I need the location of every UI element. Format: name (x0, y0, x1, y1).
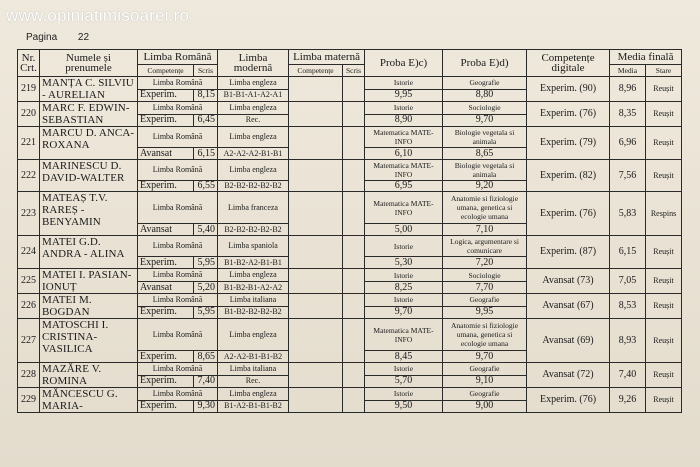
limba-moderna-label: Limba spaniola (218, 236, 289, 257)
proba-d-score: 9,20 (443, 181, 527, 192)
limba-romana-label: Limba Română (138, 319, 218, 351)
limba-moderna-label: Limba engleza (218, 269, 289, 282)
subheader-stare: Stare (646, 65, 682, 77)
header-media-finala: Media finală (610, 50, 682, 65)
limba-moderna-label: Limba engleza (218, 319, 289, 351)
limba-romana-competente: Avansat (138, 148, 194, 160)
stare: Reușit (646, 160, 682, 192)
limba-materna-competente (289, 269, 343, 294)
proba-c-subject: Matematica MATE-INFO (365, 127, 443, 148)
student-name: MARINESCU D. DAVID-WALTER (40, 160, 138, 192)
stare: Reușit (646, 319, 682, 363)
proba-c-score: 6,10 (365, 148, 443, 160)
proba-c-subject: Matematica MATE-INFO (365, 192, 443, 224)
proba-c-score: 8,90 (365, 114, 443, 127)
limba-romana-competente: Experim. (138, 400, 194, 413)
proba-c-score: 9,50 (365, 400, 443, 413)
proba-d-subject: Sociologie (443, 269, 527, 282)
proba-d-subject: Sociologie (443, 102, 527, 115)
proba-d-subject: Biologie vegetala si animala (443, 127, 527, 148)
competente-digitale: Avansat (67) (527, 294, 610, 319)
header-competente-digitale: Competențe digitale (527, 50, 610, 77)
student-name: MATOSCHI I. CRISTINA- VASILICA (40, 319, 138, 363)
proba-d-score: 8,80 (443, 89, 527, 102)
limba-materna-competente (289, 236, 343, 269)
media-finala: 8,53 (610, 294, 646, 319)
row-number: 222 (18, 160, 40, 192)
proba-d-score: 8,65 (443, 148, 527, 160)
proba-c-subject: Istorie (365, 77, 443, 90)
limba-moderna-level: B1-B1-A1-A2-A1 (218, 89, 289, 102)
header-proba-d: Proba E)d) (443, 50, 527, 77)
limba-materna-scris (343, 388, 365, 413)
proba-c-score: 8,45 (365, 351, 443, 363)
proba-c-subject: Istorie (365, 102, 443, 115)
row-number: 228 (18, 363, 40, 388)
table-row (18, 363, 682, 376)
student-name: MARCU D. ANCA- ROXANA (40, 127, 138, 160)
limba-romana-competente: Experim. (138, 181, 194, 192)
row-number: 224 (18, 236, 40, 269)
header-limba-moderna: Limba modernă (218, 50, 289, 77)
limba-romana-label: Limba Română (138, 269, 218, 282)
limba-materna-competente (289, 102, 343, 127)
limba-romana-scris: 7,40 (194, 375, 218, 388)
table-row (18, 160, 682, 181)
table-row (18, 319, 682, 351)
limba-materna-scris (343, 319, 365, 363)
competente-digitale: Experim. (76) (527, 388, 610, 413)
stare: Reușit (646, 236, 682, 269)
limba-materna-scris (343, 77, 365, 102)
competente-digitale: Avansat (69) (527, 319, 610, 363)
table-row (18, 127, 682, 148)
results-table (17, 49, 682, 413)
limba-romana-scris: 5,95 (194, 257, 218, 269)
limba-romana-label: Limba Română (138, 363, 218, 376)
limba-moderna-label: Limba franceza (218, 192, 289, 224)
limba-moderna-label: Limba italiana (218, 363, 289, 376)
media-finala: 8,96 (610, 77, 646, 102)
competente-digitale: Experim. (76) (527, 192, 610, 236)
proba-c-score: 9,70 (365, 306, 443, 319)
proba-d-subject: Geografie (443, 388, 527, 401)
limba-romana-scris: 6,45 (194, 114, 218, 127)
limba-romana-competente: Avansat (138, 282, 194, 294)
limba-moderna-label: Limba italiana (218, 294, 289, 307)
limba-romana-scris: 5,40 (194, 224, 218, 236)
subheader-competente-materna: Competențe (289, 65, 343, 77)
limba-moderna-level: B2-B2-B2-B2-B2 (218, 181, 289, 192)
proba-c-score: 5,70 (365, 375, 443, 388)
limba-moderna-label: Limba engleza (218, 160, 289, 181)
proba-d-subject: Anatomie si fiziologie umana, genetica si ecologie umana (443, 192, 527, 224)
competente-digitale: Experim. (90) (527, 77, 610, 102)
page-header (26, 32, 107, 43)
table-row (18, 77, 682, 90)
header-row (18, 50, 682, 65)
row-number: 226 (18, 294, 40, 319)
media-finala: 6,96 (610, 127, 646, 160)
proba-c-subject: Matematica MATE-INFO (365, 319, 443, 351)
proba-c-score: 6,95 (365, 181, 443, 192)
subheader-scris-materna: Scris (343, 65, 365, 77)
limba-moderna-level: B1-B2-A2-B1-B1 (218, 257, 289, 269)
proba-c-score: 5,30 (365, 257, 443, 269)
limba-materna-competente (289, 388, 343, 413)
header-limba-materna: Limba maternă (289, 50, 365, 65)
limba-romana-label: Limba Română (138, 294, 218, 307)
proba-d-score: 9,70 (443, 114, 527, 127)
competente-digitale: Experim. (82) (527, 160, 610, 192)
proba-c-subject: Istorie (365, 363, 443, 376)
limba-romana-competente: Experim. (138, 375, 194, 388)
stare: Reușit (646, 77, 682, 102)
media-finala: 6,15 (610, 236, 646, 269)
row-number: 227 (18, 319, 40, 363)
limba-romana-competente: Avansat (138, 224, 194, 236)
student-name: MATEI G.D. ANDRA - ALINA (40, 236, 138, 269)
limba-materna-scris (343, 102, 365, 127)
limba-romana-scris: 8,65 (194, 351, 218, 363)
limba-romana-scris: 6,15 (194, 148, 218, 160)
stare: Respins (646, 192, 682, 236)
subheader-media: Media (610, 65, 646, 77)
media-finala: 7,40 (610, 363, 646, 388)
proba-d-score: 9,00 (443, 400, 527, 413)
limba-materna-competente (289, 127, 343, 160)
table-row (18, 388, 682, 401)
limba-romana-label: Limba Română (138, 160, 218, 181)
proba-d-score: 7,70 (443, 282, 527, 294)
limba-moderna-label: Limba engleza (218, 388, 289, 401)
proba-d-subject: Anatomie si fiziologie umana, genetica si ecologie umana (443, 319, 527, 351)
limba-romana-competente: Experim. (138, 257, 194, 269)
page-number: 22 (77, 32, 90, 43)
limba-romana-label: Limba Română (138, 102, 218, 115)
competente-digitale: Experim. (76) (527, 102, 610, 127)
header-nr: Nr. Crt. (18, 50, 40, 77)
limba-romana-scris: 5,95 (194, 306, 218, 319)
limba-moderna-level: B1-A2-B1-B1-B2 (218, 400, 289, 413)
limba-moderna-label: Limba engleza (218, 102, 289, 115)
limba-materna-competente (289, 77, 343, 102)
limba-romana-scris: 6,55 (194, 181, 218, 192)
limba-romana-label: Limba Română (138, 388, 218, 401)
limba-materna-competente (289, 319, 343, 363)
limba-materna-scris (343, 160, 365, 192)
limba-moderna-label: Limba engleza (218, 77, 289, 90)
media-finala: 5,83 (610, 192, 646, 236)
row-number: 223 (18, 192, 40, 236)
table-row (18, 236, 682, 257)
proba-d-subject: Geografie (443, 294, 527, 307)
competente-digitale: Experim. (79) (527, 127, 610, 160)
limba-moderna-level: A2-A2-B1-B1-B2 (218, 351, 289, 363)
stare: Reușit (646, 388, 682, 413)
media-finala: 7,56 (610, 160, 646, 192)
limba-materna-scris (343, 269, 365, 294)
limba-romana-scris: 9,30 (194, 400, 218, 413)
proba-d-subject: Geografie (443, 363, 527, 376)
student-name: MARC F. EDWIN- SEBASTIAN (40, 102, 138, 127)
table-row (18, 294, 682, 307)
proba-c-subject: Istorie (365, 388, 443, 401)
limba-materna-competente (289, 363, 343, 388)
student-name: MATEI M. BOGDAN (40, 294, 138, 319)
media-finala: 8,93 (610, 319, 646, 363)
proba-c-subject: Matematica MATE-INFO (365, 160, 443, 181)
subheader-competente: Competențe (138, 65, 194, 77)
media-finala: 9,26 (610, 388, 646, 413)
limba-romana-label: Limba Română (138, 192, 218, 224)
limba-romana-label: Limba Română (138, 127, 218, 148)
proba-d-subject: Biologie vegetala si animala (443, 160, 527, 181)
limba-moderna-label: Limba engleza (218, 127, 289, 148)
limba-romana-scris: 5,20 (194, 282, 218, 294)
limba-romana-competente: Experim. (138, 89, 194, 102)
competente-digitale: Avansat (73) (527, 269, 610, 294)
stare: Reușit (646, 363, 682, 388)
stare: Reușit (646, 102, 682, 127)
row-number: 221 (18, 127, 40, 160)
proba-c-subject: Istorie (365, 236, 443, 257)
proba-c-score: 9,95 (365, 89, 443, 102)
proba-c-subject: Istorie (365, 269, 443, 282)
limba-materna-competente (289, 192, 343, 236)
proba-c-score: 5,00 (365, 224, 443, 236)
stare: Reușit (646, 269, 682, 294)
header-proba-c: Proba E)c) (365, 50, 443, 77)
limba-materna-scris (343, 294, 365, 319)
proba-d-score: 7,20 (443, 257, 527, 269)
subheader-scris: Scris (194, 65, 218, 77)
student-name: MANȚA C. SILVIU - AURELIAN (40, 77, 138, 102)
student-name: MĂNCESCU G. MARIA- (40, 388, 138, 413)
competente-digitale: Avansat (72) (527, 363, 610, 388)
limba-romana-competente: Experim. (138, 306, 194, 319)
limba-materna-scris (343, 236, 365, 269)
limba-romana-label: Limba Română (138, 236, 218, 257)
media-finala: 7,05 (610, 269, 646, 294)
proba-d-score: 9,95 (443, 306, 527, 319)
proba-d-score: 9,70 (443, 351, 527, 363)
limba-romana-scris: 8,15 (194, 89, 218, 102)
proba-d-subject: Logica, argumentare si comunicare (443, 236, 527, 257)
table-row (18, 102, 682, 115)
limba-moderna-level: B1-B2-B2-B2-B2 (218, 306, 289, 319)
header-name: Numele și prenumele (40, 50, 138, 77)
proba-d-score: 9,10 (443, 375, 527, 388)
limba-moderna-level: Rec. (218, 375, 289, 388)
stare: Reușit (646, 294, 682, 319)
competente-digitale: Experim. (87) (527, 236, 610, 269)
limba-romana-competente: Experim. (138, 114, 194, 127)
proba-d-score: 7,10 (443, 224, 527, 236)
header-limba-romana: Limba Română (138, 50, 218, 65)
table-row (18, 269, 682, 282)
limba-romana-label: Limba Română (138, 77, 218, 90)
watermark: www.opiniatimisoarei.ro (6, 6, 190, 25)
row-number: 229 (18, 388, 40, 413)
limba-romana-competente: Experim. (138, 351, 194, 363)
row-number: 219 (18, 77, 40, 102)
limba-materna-competente (289, 160, 343, 192)
media-finala: 8,35 (610, 102, 646, 127)
student-name: MATEI I. PASIAN- IONUȚ (40, 269, 138, 294)
table-row (18, 192, 682, 224)
page-label: Pagina (26, 32, 58, 43)
limba-materna-competente (289, 294, 343, 319)
proba-c-subject: Istorie (365, 294, 443, 307)
student-name: MATEAȘ T.V. RAREȘ - BENYAMIN (40, 192, 138, 236)
student-name: MAZĂRE V. ROMINA (40, 363, 138, 388)
row-number: 220 (18, 102, 40, 127)
limba-materna-scris (343, 192, 365, 236)
limba-moderna-level: A2-A2-A2-B1-B1 (218, 148, 289, 160)
proba-d-subject: Geografie (443, 77, 527, 90)
proba-c-score: 8,25 (365, 282, 443, 294)
stare: Reușit (646, 127, 682, 160)
limba-materna-scris (343, 363, 365, 388)
limba-materna-scris (343, 127, 365, 160)
limba-moderna-level: Rec. (218, 114, 289, 127)
row-number: 225 (18, 269, 40, 294)
limba-moderna-level: B2-B2-B2-B2-B2 (218, 224, 289, 236)
limba-moderna-level: B1-B2-B1-A2-A2 (218, 282, 289, 294)
